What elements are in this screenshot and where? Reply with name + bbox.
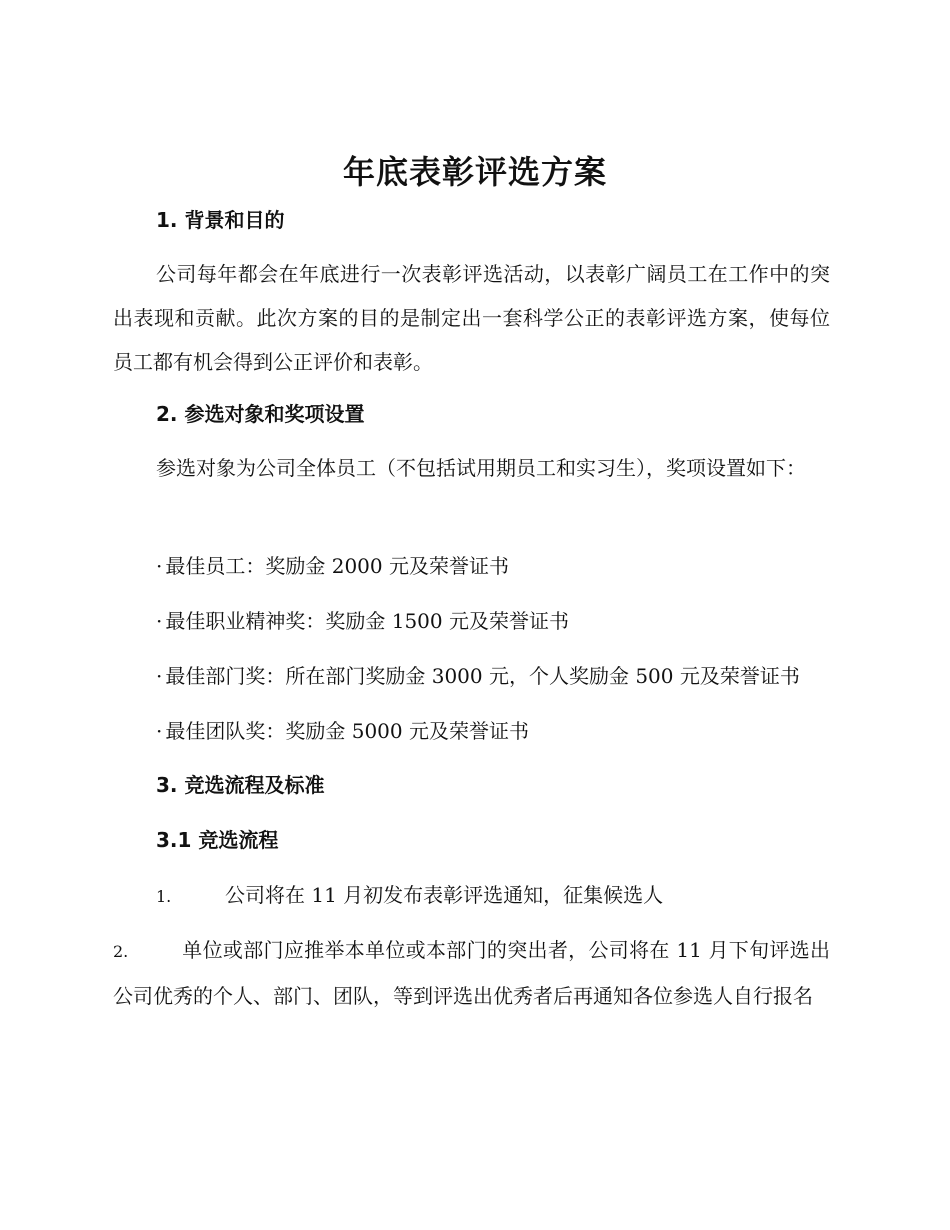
step-number: 1. [156, 887, 172, 906]
award-item [156, 661, 800, 691]
bullet-dot-icon: · [156, 554, 163, 578]
award-text: 最佳员工：奖励金 2000 元及荣誉证书 [165, 554, 509, 578]
award-item [156, 716, 529, 746]
subsection-heading-process: 3.1 竞选流程 [156, 828, 279, 852]
award-text: 最佳部门奖：所在部门奖励金 3000 元，个人奖励金 500 元及荣誉证书 [165, 664, 800, 688]
section-heading-participants: 2. 参选对象和奖项设置 [156, 402, 365, 426]
step-number: 2. [113, 942, 129, 961]
participants-paragraph: 参选对象为公司全体员工（不包括试用期员工和实习生），奖项设置如下： [156, 456, 806, 480]
bullet-dot-icon: · [156, 609, 163, 633]
process-step [113, 928, 830, 1018]
award-text: 最佳职业精神奖：奖励金 1500 元及荣誉证书 [165, 609, 569, 633]
background-paragraph: 公司每年都会在年底进行一次表彰评选活动，以表彰广阔员工在工作中的突出表现和贡献。此次方案的目的是制定出一套科学公正的表彰评选方案，使每位员工都有机会得到公正评价和表彰。 [113, 262, 830, 374]
document-title: 年底表彰评选方案 [342, 153, 607, 191]
section-heading-background: 1. 背景和目的 [156, 208, 285, 232]
process-step [156, 880, 663, 912]
bullet-dot-icon: · [156, 664, 163, 688]
bullet-dot-icon: · [156, 719, 163, 743]
step-text: 单位或部门应推举本单位或本部门的突出者，公司将在 11 月下旬评选出公司优秀的个人、部门、团队，等到评选出优秀者后再通知各位参选人自行报名 [113, 938, 830, 1008]
award-item [156, 606, 569, 636]
step-text: 公司将在 11 月初发布表彰评选通知，征集候选人 [225, 883, 664, 907]
award-item [156, 551, 509, 581]
section-heading-process: 3. 竞选流程及标准 [156, 773, 325, 797]
award-text: 最佳团队奖：奖励金 5000 元及荣誉证书 [165, 719, 529, 743]
